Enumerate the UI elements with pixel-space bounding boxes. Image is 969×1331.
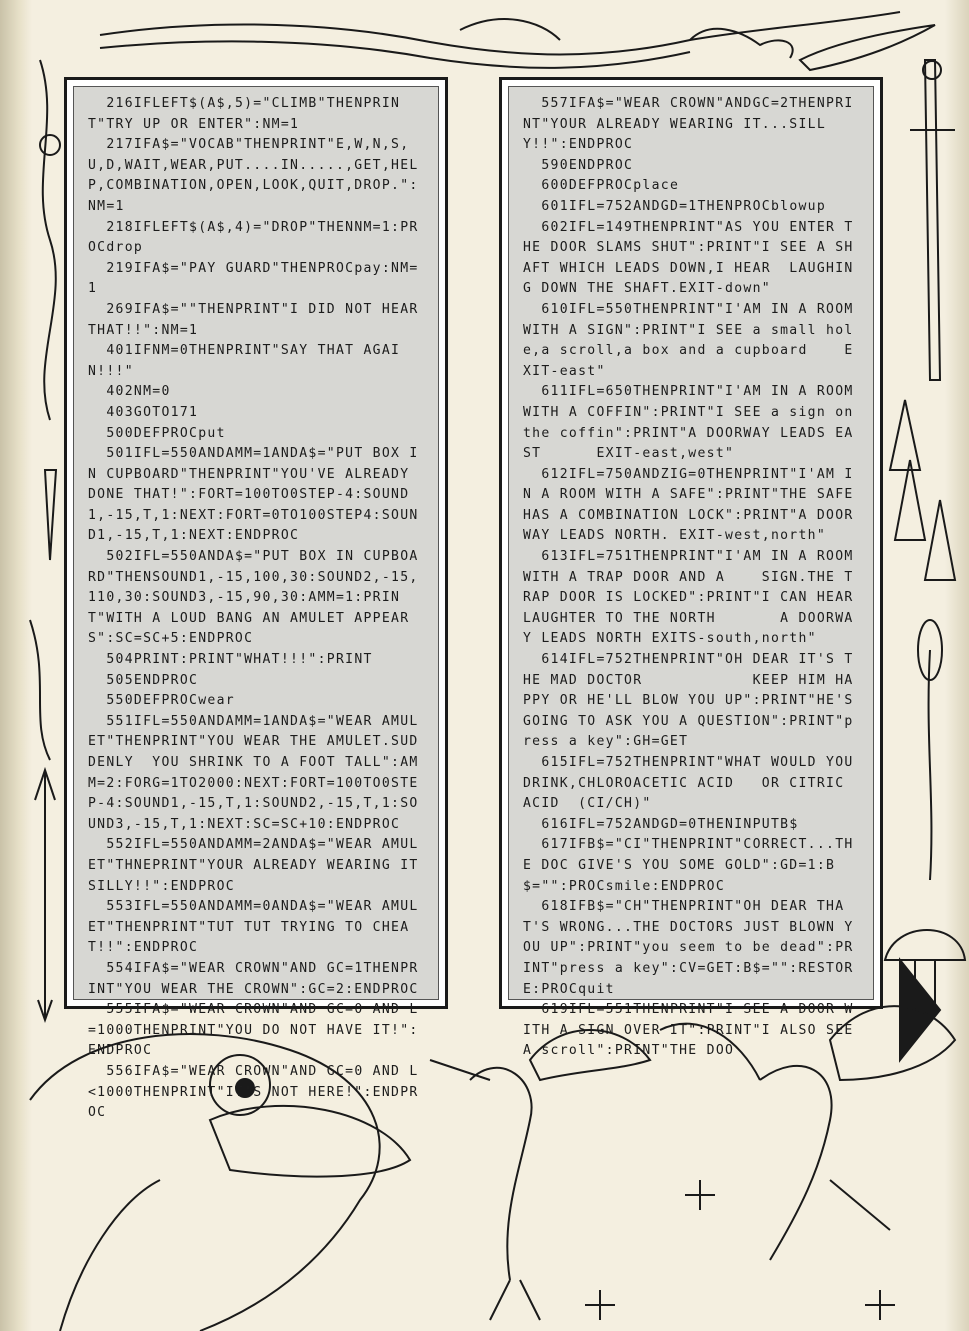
code-line: 555IFA$="WEAR CROWN"AND GC=0 AND L=1000THENPRINT"YOU DO NOT HAVE IT!":ENDPROC [88, 1002, 419, 1059]
fairy-illustration-right [760, 1066, 890, 1260]
code-line: 556IFA$="WEAR CROWN"AND GC=0 AND L<1000THENPRINT"IT'S NOT HERE!":ENDPROC [88, 1063, 419, 1121]
code-line: 613IFL=751THENPRINT"I'AM IN A ROOM WITH A TRAP DOOR AND A SIGN.THE TRAP DOOR IS LOCKED":PRINT"I CAN HEAR LAUGHTER TO THE NORTH A DOORWAY LEADS NORTH EXITS-south,north" [523, 549, 863, 647]
code-line: 217IFA$="VOCAB"THENPRINT"E,W,N,S,U,D,WAIT,WEAR,PUT....IN.....,GET,HELP,COMBINATION,OPEN,LOOK,QUIT,DROP.":NM=1 [88, 137, 419, 214]
code-line: 505ENDPROC [88, 672, 199, 688]
code-line: 602IFL=149THENPRINT"AS YOU ENTER THE DOOR SLAMS SHUT":PRINT"I SEE A SHAFT WHICH LEADS DOWN,I HEAR LAUGHING DOWN THE SHAFT.EXIT-down" [523, 219, 854, 297]
code-line: 600DEFPROCplace [523, 178, 680, 194]
code-line: 216IFLEFT$(A$,5)="CLIMB"THENPRINT"TRY UP OR ENTER":NM=1 [88, 96, 401, 132]
code-line: 402NM=0 [88, 384, 171, 400]
code-line: 550DEFPROCwear [88, 693, 235, 709]
code-line: 500DEFPROCput [88, 425, 226, 441]
code-line: 502IFL=550ANDA$="PUT BOX IN CUPBOARD"THENSOUND1,-15,100,30:SOUND2,-15,110,30:SOUND3,-15,90,30:AMM=1:PRINT"WITH A LOUD BANG AN AMULET APPEARS":SC=SC+5:ENDPROC [88, 549, 419, 647]
program-listing-left [88, 94, 428, 1121]
plant-illustration [929, 650, 932, 880]
code-line: 553IFL=550ANDAMM=0ANDA$="WEAR AMULET"THENPRINT"TUT TUT TRYING TO CHEAT!!":ENDPROC [88, 899, 419, 956]
code-line: 504PRINT:PRINT"WHAT!!!":PRINT [88, 652, 373, 668]
code-line: 501IFL=550ANDAMM=1ANDA$="PUT BOX IN CUPBOARD"THENPRINT"YOU'VE ALREADY DONE THAT!":FORT=100TO0STEP-4:SOUND1,-15,T,1:NEXT:FORT=0TO100STEP4:SOUND1,-15,T,1:NEXT:ENDPROC [88, 446, 419, 544]
code-line: 557IFA$="WEAR CROWN"ANDGC=2THENPRINT"YOUR ALREADY WEARING IT...SILLY!!":ENDPROC [523, 96, 854, 153]
code-line: 554IFA$="WEAR CROWN"AND GC=1THENPRINT"YOU WEAR THE CROWN":GC=2:ENDPROC [88, 960, 419, 997]
code-line: 218IFLEFT$(A$,4)="DROP"THENNM=1:PROCdrop [88, 219, 419, 256]
code-panel-right-screen [508, 86, 874, 1059]
vine-illustration [40, 60, 56, 420]
spear-illustration [35, 770, 55, 1020]
code-panel-right [499, 77, 883, 1059]
code-panel-left-screen [73, 86, 439, 1121]
code-line: 615IFL=752THENPRINT"WHAT WOULD YOU DRINK,CHLOROACETIC ACID OR CITRIC ACID (CI/CH)" [523, 755, 863, 812]
code-line: 552IFL=550ANDAMM=2ANDA$="WEAR AMULET"THNEPRINT"YOUR ALREADY WEARING IT SILLY!!":ENDPROC [88, 837, 428, 894]
code-line: 619IFL=551THENPRINT"I SEE A DOOR WITH A SIGN OVER IT":PRINT"I ALSO SEE A scroll":PRINT"THE DOO [523, 1002, 863, 1059]
code-line: 403GOTO171 [88, 404, 199, 420]
tree-illustration [890, 400, 925, 540]
code-line: 551IFL=550ANDAMM=1ANDA$="WEAR AMULET"THENPRINT"YOU WEAR THE AMULET.SUDDENLY YOU SHRINK TO A FOOT TALL":AMM=2:FORG=1TO2000:NEXT:FORT=100TO0STEP-4:SOUND1,-15,T,1:SOUND2,-15,T,1:SOUND3,-15,T,1:NEXT:SC=SC+10:ENDPROC [88, 713, 419, 832]
code-line: 617IFB$="CI"THENPRINT"CORRECT...THE DOC GIVE'S YOU SOME GOLD":GD=1:B$="":PROCsmile:ENDPROC [523, 837, 854, 894]
code-line: 601IFL=752ANDGD=1THENPROCblowup [523, 198, 827, 214]
program-listing-right [523, 94, 863, 1059]
code-panel-left [64, 77, 448, 1121]
code-line: 590ENDPROC [523, 157, 634, 173]
code-line: 610IFL=550THENPRINT"I'AM IN A ROOM WITH A SIGN":PRINT"I SEE a small hole,a scroll,a box and a cupboard EXIT-east" [523, 301, 863, 379]
code-line: 611IFL=650THENPRINT"I'AM IN A ROOM WITH A COFFIN":PRINT"I SEE a sign on the coffin":PRINT"A DOORWAY LEADS EAST EXIT-east,west" [523, 384, 863, 462]
sword-illustration [925, 60, 940, 380]
code-line: 616IFL=752ANDGD=0THENINPUTB$ [523, 816, 799, 832]
code-line: 219IFA$="PAY GUARD"THENPROCpay:NM=1 [88, 260, 419, 297]
code-line: 401IFNM=0THENPRINT"SAY THAT AGAIN!!!" [88, 343, 401, 379]
code-line: 269IFA$=""THENPRINT"I DID NOT HEAR THAT!!":NM=1 [88, 301, 428, 338]
code-line: 614IFL=752THENPRINT"OH DEAR IT'S THE MAD DOCTOR KEEP HIM HAPPY OR HE'LL BLOW YOU UP":PRINT"HE'S GOING TO ASK YOU A QUESTION":PRINT"press a key":GH=GET [523, 652, 863, 750]
fairy-illustration-left [470, 1068, 540, 1320]
code-line: 612IFL=750ANDZIG=0THENPRINT"I'AM IN A ROOM WITH A SAFE":PRINT"THE SAFE HAS A COMBINATION LOCK":PRINT"A DOORWAY LEADS NORTH. EXIT-west,north" [523, 466, 863, 544]
feather-illustration [800, 25, 935, 70]
code-line: 618IFB$="CH"THENPRINT"OH DEAR THAT'S WRONG...THE DOCTORS JUST BLOWN YOU UP":PRINT"you seem to be dead":PRINT"press a key":CV=GET:B$="":RESTORE:PROCquit [523, 899, 854, 997]
